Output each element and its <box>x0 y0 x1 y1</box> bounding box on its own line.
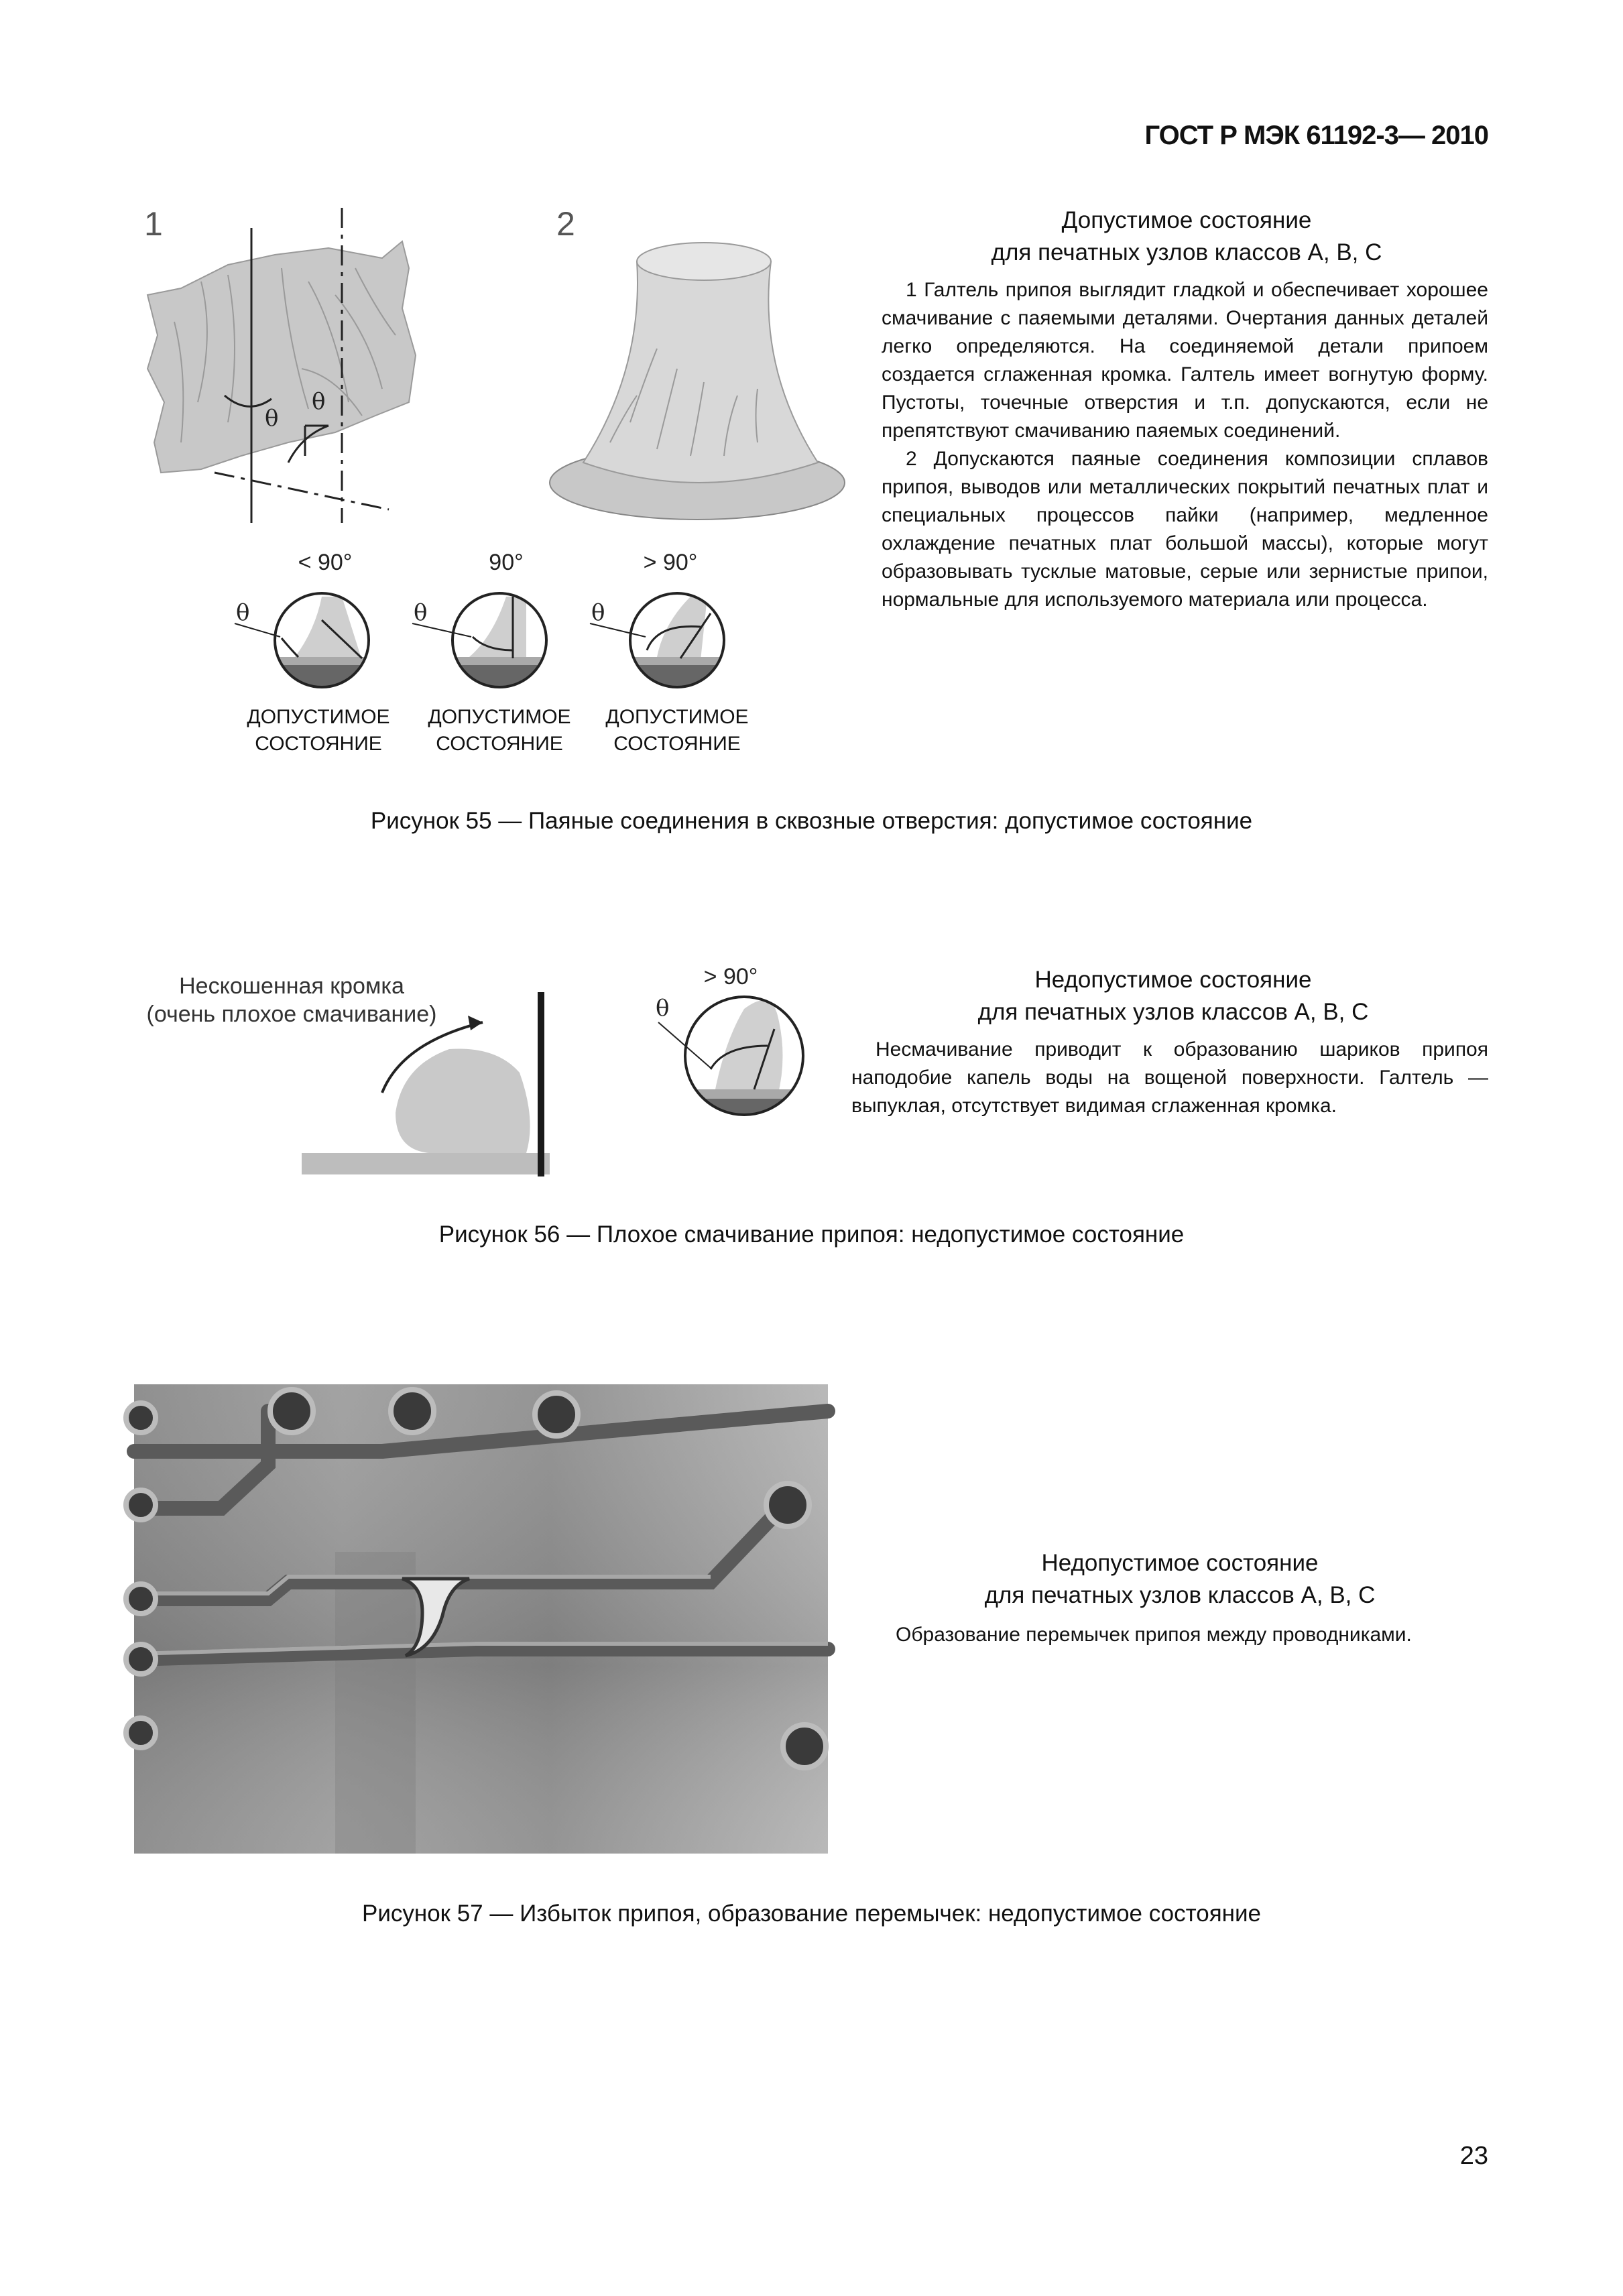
figure55-paragraph-1: 1 Галтель припоя выглядит гладкой и обеспечивает хорошее смачивание с паяемыми деталями. Очертания данных деталей легко определяются. На соединяемой детали припоем создается сглаженная кромка. Галтель имеет вогнутую форму. Пустоты, точечные отверстия и т.п. допускаются, если не препятствуют смачиванию паяемых соединений. <box>882 279 1488 442</box>
figure55-state-title: Допустимое состояние для печатных узлов классов А, В, С <box>991 207 1382 265</box>
solder-joint-illustration-2 <box>543 235 851 530</box>
angle-label-90: 90° <box>489 550 524 575</box>
acceptable-label-3: ДОПУСТИМОЕ СОСТОЯНИЕ <box>605 706 749 755</box>
figure56-caption: Рисунок 56 — Плохое смачивание припоя: недопустимое состояние <box>438 1221 1185 1248</box>
figure55-description <box>882 276 1488 614</box>
theta-symbol: θ <box>656 995 670 1022</box>
angle-label-lt90: < 90° <box>298 550 353 575</box>
figure56-description: Несмачивание приводит к образованию шариков припоя наподобие капель воды на вощеной поверхности. Галтель — выпуклая, отсутствует видимая сглаженная кромка. <box>851 1038 1488 1117</box>
theta-symbol: θ <box>265 405 279 432</box>
solder-bridging-photo <box>134 1384 828 1854</box>
figure55-paragraph-2: 2 Допускаются паяные соединения композиции сплавов припоя, выводов или металлических покрытий печатных плат и специальных процессов пайки (например, медленное охлаждение печатных плат большой массы), которые могут образовывать тусклые матовые, серые или зернистые припои, нормальные для используемого материала или процесса. <box>882 448 1488 611</box>
angle-label-gt90: > 90° <box>643 550 698 575</box>
theta-symbol: θ <box>236 599 250 626</box>
page-number: 23 <box>1459 2142 1488 2170</box>
acceptable-label-1: ДОПУСТИМОЕ СОСТОЯНИЕ <box>247 706 390 755</box>
wetting-angle-circle-3 <box>583 583 737 697</box>
wetting-angle-circle-2 <box>406 583 560 697</box>
figure56-wetting-angle-circle <box>644 989 818 1130</box>
figure55-label-1: 1 <box>144 205 163 243</box>
document-id-header: ГОСТ Р МЭК 61192-3— 2010 <box>1144 121 1488 150</box>
theta-symbol: θ <box>312 388 326 415</box>
wetting-angle-circle-1 <box>228 583 382 697</box>
theta-symbol: θ <box>414 599 428 626</box>
figure57-caption: Рисунок 57 — Избыток припоя, образование перемычек: недопустимое состояние <box>361 1900 1261 1927</box>
solder-joint-illustration-1 <box>134 201 509 536</box>
figure55-label-2: 2 <box>556 205 575 243</box>
poor-wetting-illustration <box>295 985 563 1180</box>
figure57-state-title: Недопустимое состояние для печатных узлов классов А, В, С <box>984 1550 1376 1608</box>
non-wetted-edge-label: Нескошенная кромка (очень плохое смачивание) <box>146 973 437 1027</box>
figure56-state-title: Недопустимое состояние для печатных узлов классов А, В, С <box>977 967 1369 1025</box>
figure55-caption: Рисунок 55 — Паяные соединения в сквозные отверстия: допустимое состояние <box>370 808 1253 834</box>
acceptable-label-2: ДОПУСТИМОЕ СОСТОЯНИЕ <box>428 706 571 755</box>
theta-symbol: θ <box>591 599 605 626</box>
figure57-description: Образование перемычек припоя между проводниками. <box>896 1624 1412 1646</box>
figure56-angle-label: > 90° <box>703 964 758 989</box>
